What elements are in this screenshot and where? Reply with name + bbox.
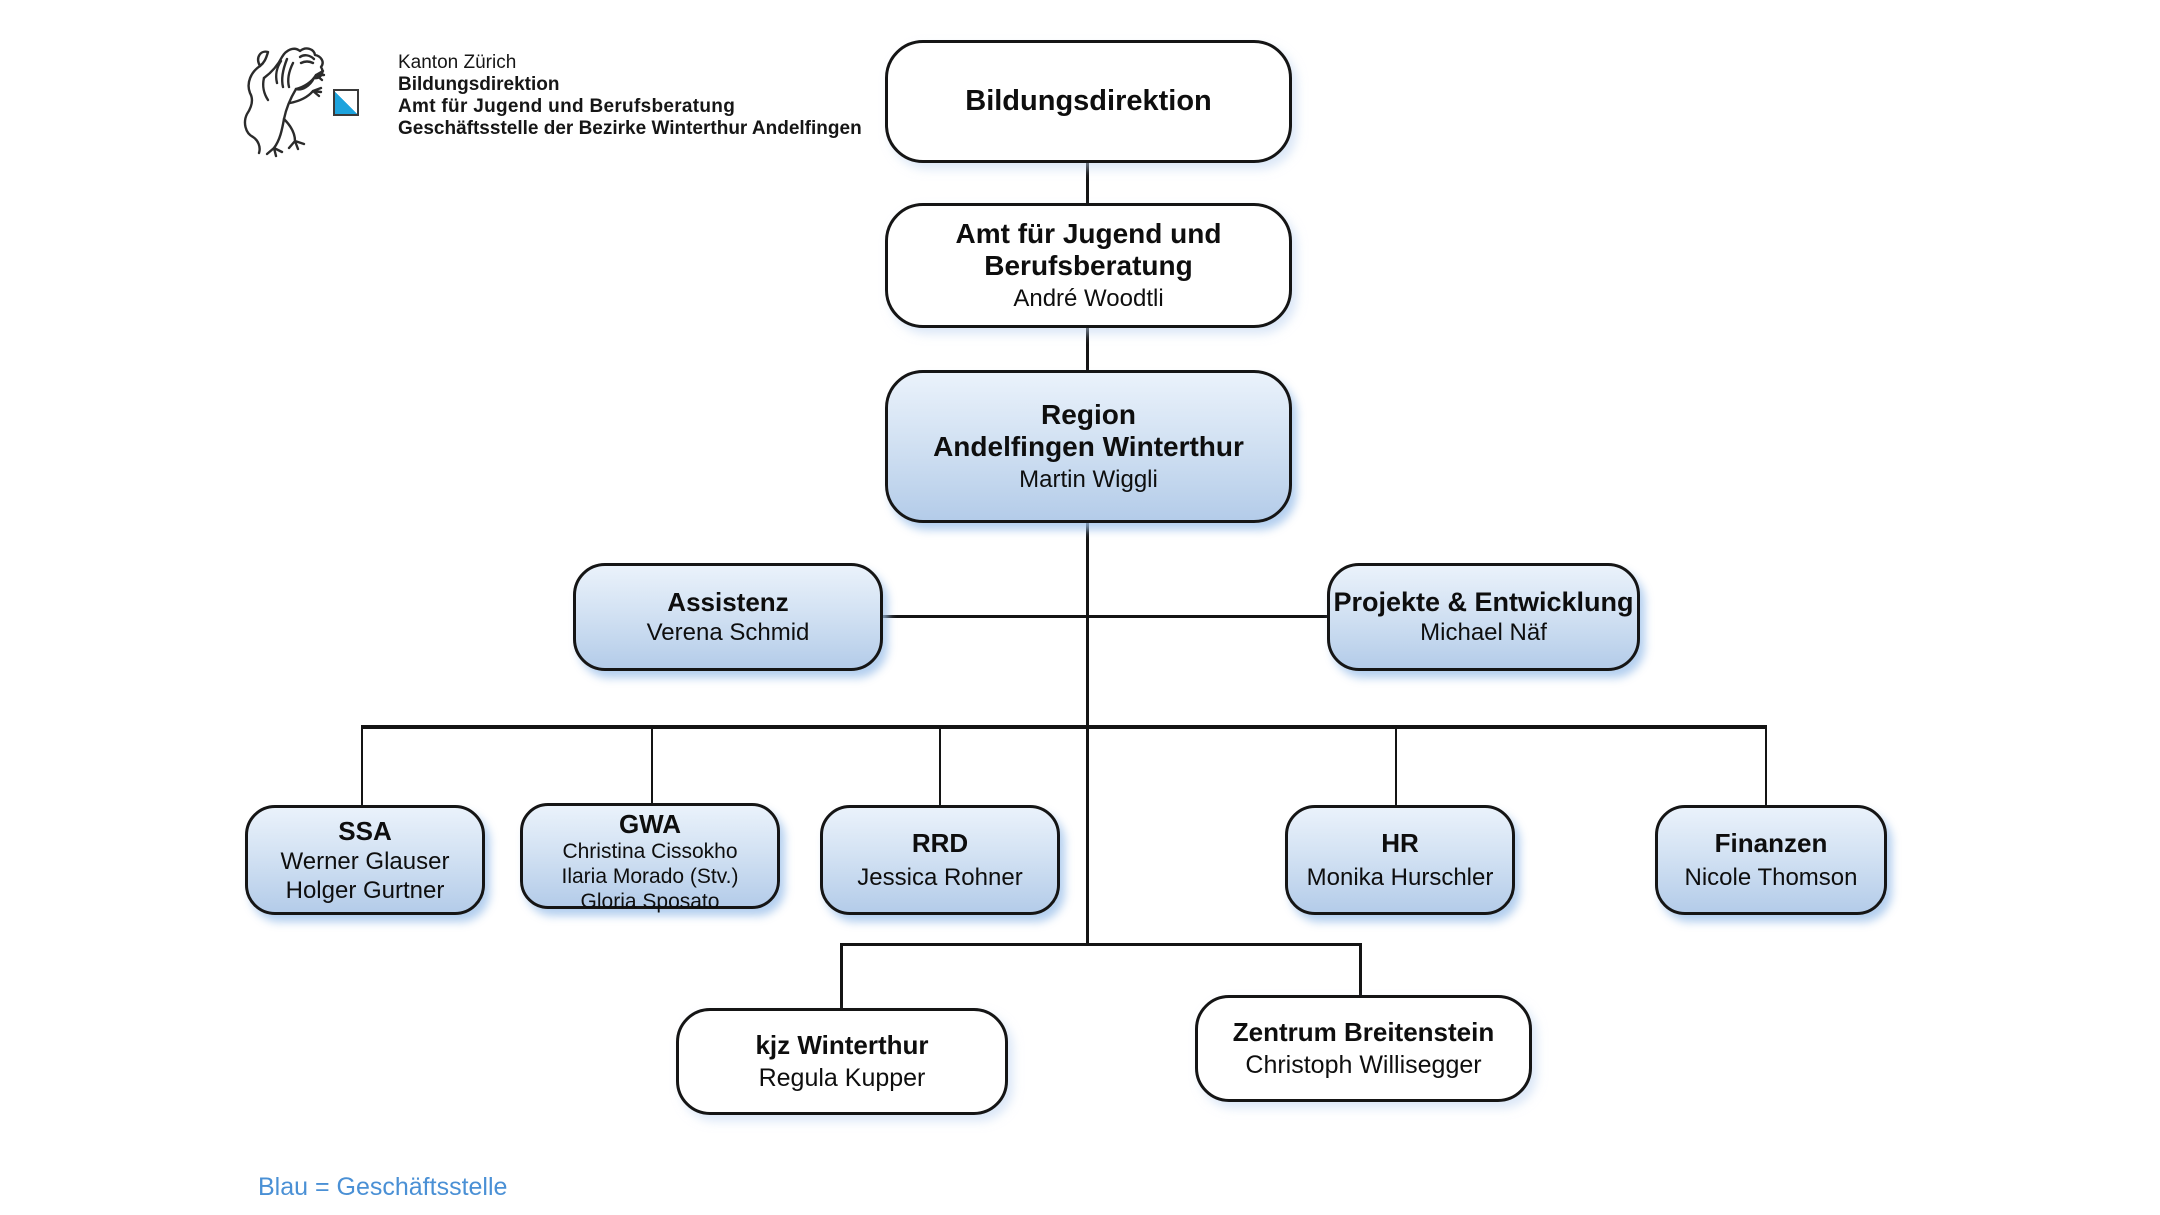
connector-drop-zentrum <box>1359 943 1362 997</box>
org-node-zentrum-breitenstein <box>1195 995 1532 1102</box>
node-title: Bildungsdirektion <box>965 85 1212 117</box>
node-person: Verena Schmid <box>646 619 810 646</box>
node-person: Christina Cissokho <box>562 840 738 863</box>
connector-drop-hr <box>1395 729 1397 807</box>
letterhead <box>398 52 862 140</box>
letterhead-line-canton: Kanton Zürich <box>398 52 517 73</box>
connector-distribution-bar <box>361 725 1767 729</box>
node-title: Amt für Jugend und <box>955 217 1222 249</box>
node-person: Michael Näf <box>1420 619 1547 646</box>
node-person: Ilaria Morado (Stv.) <box>561 865 739 888</box>
node-title: Region <box>1041 398 1136 430</box>
connector-kjz-zentrum-bar <box>840 943 1362 946</box>
org-node-kjz-winterthur <box>676 1008 1008 1115</box>
connector-trunk <box>1086 521 1089 946</box>
connector-assistenz-projekte <box>881 615 1329 618</box>
node-person: Christoph Willisegger <box>1245 1051 1482 1079</box>
org-node-gwa <box>520 803 780 913</box>
node-person: Regula Kupper <box>758 1064 926 1092</box>
node-title: RRD <box>911 828 969 858</box>
letterhead-line-direktion: Bildungsdirektion <box>398 74 560 95</box>
letterhead-line-geschaeftsstelle: Geschäftsstelle der Bezirke Winterthur Andelfingen <box>398 118 862 139</box>
letterhead-line-amt: Amt für Jugend und Berufsberatung <box>398 96 736 117</box>
node-title: Assistenz <box>667 587 789 617</box>
connector-top-to-amt <box>1086 161 1089 205</box>
node-title: Projekte & Entwicklung <box>1333 587 1634 617</box>
connector-drop-ssa <box>361 729 363 807</box>
zurich-lion-icon <box>240 42 330 162</box>
node-person: Martin Wiggli <box>1019 465 1158 493</box>
node-person: Werner Glauser <box>280 847 450 875</box>
node-person: Nicole Thomson <box>1684 864 1858 891</box>
node-title: kjz Winterthur <box>755 1030 929 1060</box>
node-person: Jessica Rohner <box>857 864 1023 891</box>
node-person: Monika Hurschler <box>1306 864 1494 891</box>
org-node-amt-jugend-berufsberatung <box>885 203 1292 328</box>
node-person: Gloria Sposato <box>580 890 720 913</box>
node-title: Finanzen <box>1714 828 1828 858</box>
node-title: HR <box>1381 828 1419 858</box>
zurich-flag-icon <box>333 89 359 116</box>
connector-drop-finanzen <box>1765 729 1767 807</box>
org-node-finanzen <box>1655 805 1887 915</box>
connector-drop-rrd <box>939 729 941 807</box>
connector-drop-kjz <box>840 943 843 1010</box>
node-title: SSA <box>338 815 392 846</box>
node-person: André Woodtli <box>1013 284 1164 312</box>
node-title: GWA <box>618 809 682 839</box>
org-node-rrd <box>820 805 1060 915</box>
org-node-assistenz <box>573 563 883 671</box>
org-node-region-andelfingen-winterthur <box>885 370 1292 523</box>
connector-drop-gwa <box>651 729 653 805</box>
node-title: Zentrum Breitenstein <box>1232 1017 1495 1047</box>
org-node-ssa <box>245 805 485 915</box>
org-node-projekte-entwicklung <box>1327 563 1640 671</box>
node-title-line2: Andelfingen Winterthur <box>933 430 1244 462</box>
node-person: Holger Gurtner <box>285 876 445 904</box>
org-node-hr <box>1285 805 1515 915</box>
connector-amt-to-region <box>1086 326 1089 372</box>
node-title-line2: Berufsberatung <box>984 249 1193 281</box>
legend-blau-geschaeftsstelle: Blau = Geschäftsstelle <box>258 1173 508 1201</box>
org-node-bildungsdirektion <box>885 40 1292 163</box>
